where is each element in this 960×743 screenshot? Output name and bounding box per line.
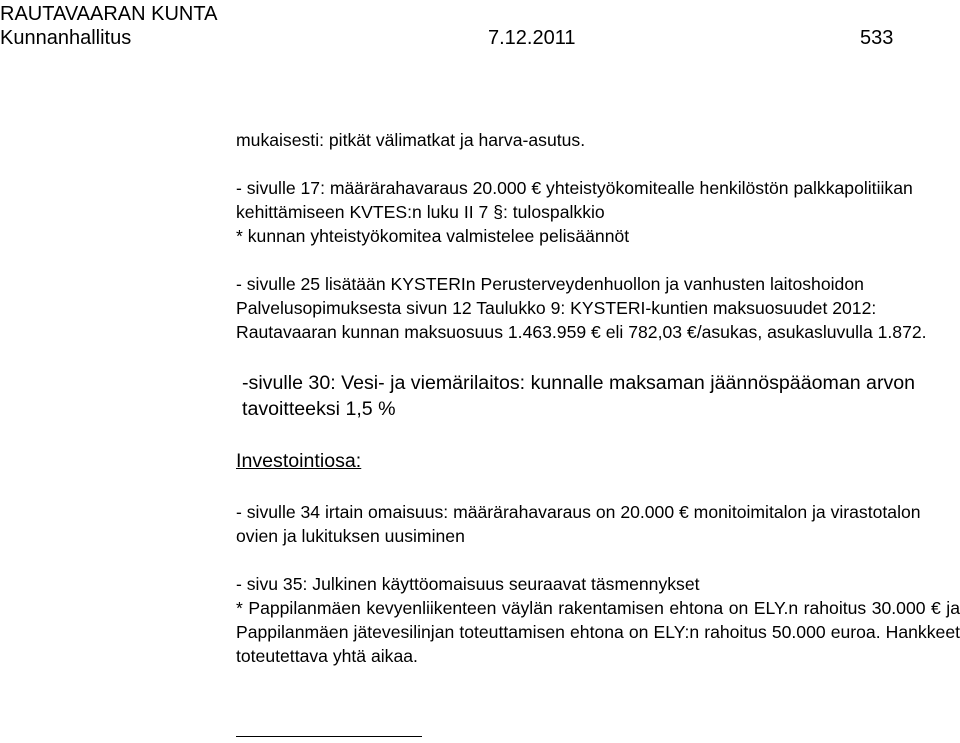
item-page-34: - sivulle 34 irtain omaisuus: määrärahavaraus on 20.000 € monitoimitalon ja virastotalon ovien ja lukituksen uusiminen [236,502,921,546]
item-page-35: - sivu 35: Julkinen käyttöomaisuus seuraavat täsmennykset [236,574,700,594]
paragraph-gap [236,248,960,272]
paragraph-gap [236,422,960,448]
header-row-top [0,2,920,26]
item-page-17: - sivulle 17: määrärahavaraus 20.000 € yhteistyökomitealle henkilöstön palkkapolitiikan kehittämiseen KVTES:n luku II 7 §: tulospalkkio [236,178,913,222]
paragraph-gap [236,152,960,176]
item-page-30: -sivulle 30: Vesi- ja viemärilaitos: kunnalle maksaman jäännöspääoman arvon tavoitteeksi 1,5 % [242,372,916,420]
paragraph-gap [236,344,960,370]
page-number: 533 [860,27,894,49]
continuation-text: mukaisesti: pitkät välimatkat ja harva-asutus. [236,130,586,150]
investments-heading: Investointiosa: [236,450,362,472]
organization-name: RAUTAVAARAN KUNTA [0,3,218,25]
document-body [236,128,960,668]
page-header [0,2,920,50]
paragraph-gap [236,548,960,572]
department-name: Kunnanhallitus [0,27,132,49]
meeting-date: 7.12.2011 [488,27,576,49]
paragraph-gap [236,474,960,500]
item-page-25: - sivulle 25 lisätään KYSTERIn Perusterveydenhuollon ja vanhusten laitoshoidon Palvelusopimuksesta sivun 12 Taulukko 9: KYSTERI-kuntien maksuosuudet 2012: Rautavaaran kunnan maksuosuus 1.463.959 € eli 782,03 €/asukas, asukasluvulla 1.872. [236,274,927,342]
item-page-17-note: * kunnan yhteistyökomitea valmistelee pelisäännöt [236,226,630,246]
header-row-bottom [0,26,920,50]
item-page-35-note: * Pappilanmäen kevyenliikenteen väylän rakentamisen ehtona on ELY.n rahoitus 30.000 € ja Pappilanmäen jätevesilinjan toteuttamisen ehtona on ELY:n rahoitus 50.000 euroa. Hankkeet toteutettava yhtä aikaa. [236,598,960,666]
footnote-separator [236,736,422,737]
